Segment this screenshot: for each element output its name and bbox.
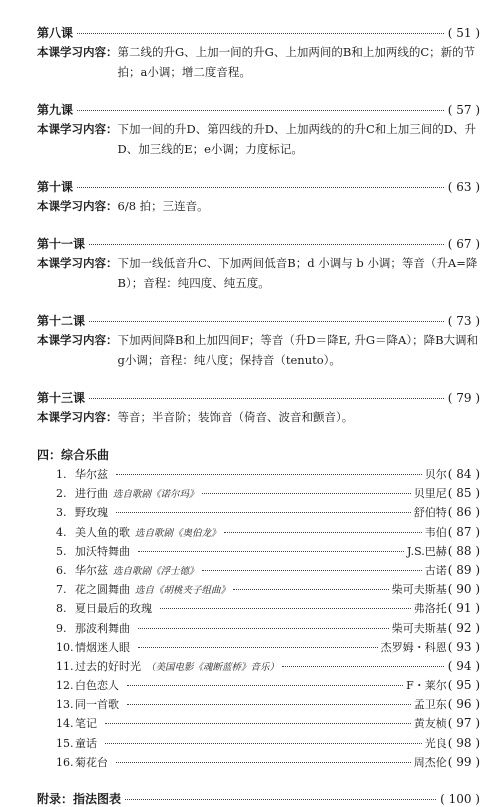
page-number: ( 93 ): [447, 639, 480, 654]
lesson-11: [37, 235, 480, 293]
content-text: 等音；半音阶；装饰音（倚音、波音和颤音）。: [117, 410, 354, 424]
page-number: ( 89 ): [447, 562, 480, 577]
dot-leader: [105, 743, 422, 744]
piece-composer: 韦伯: [424, 525, 447, 539]
piece-composer: 贝尔: [424, 468, 447, 481]
piece-title: 笔记: [75, 717, 97, 731]
piece-composer: 孟卫东: [413, 698, 447, 712]
piece-number: 15.: [56, 736, 74, 750]
page-number: ( 67 ): [447, 237, 480, 251]
piece-composer: 古诺: [424, 563, 447, 577]
page-number: ( 86 ): [447, 505, 480, 520]
content-label: 本课学习内容：: [37, 122, 118, 136]
piece-composer: J.S.巴赫: [407, 544, 447, 558]
piece-item[interactable]: [56, 466, 480, 485]
piece-number: 16.: [56, 755, 74, 769]
dot-leader: [224, 532, 422, 533]
content-text: 6/8 拍；三连音。: [117, 199, 209, 213]
lesson-heading[interactable]: [37, 389, 480, 406]
piece-item[interactable]: [56, 600, 480, 619]
lesson-title: 第九课: [37, 103, 74, 117]
piece-title: 华尔兹: [75, 563, 108, 577]
lesson-content: [37, 407, 480, 427]
piece-list: [56, 466, 480, 773]
page-number: ( 99 ): [447, 754, 480, 769]
piece-number: 2.: [56, 487, 67, 501]
lesson-heading[interactable]: [37, 312, 480, 329]
appendix-title: 附录：指法图表: [37, 792, 122, 806]
content-label: 本课学习内容：: [37, 410, 118, 424]
piece-number: 8.: [56, 602, 67, 616]
piece-number: 12.: [56, 679, 74, 693]
piece-composer: 柴可夫斯基: [391, 583, 447, 597]
piece-source: （美国电影《魂断蓝桥》音乐）: [146, 661, 280, 673]
dot-leader: [138, 628, 389, 629]
piece-title: 白色恋人: [75, 679, 119, 693]
piece-item[interactable]: [56, 485, 480, 504]
piece-source: 选自歌剧《诺尔玛》: [113, 489, 199, 501]
dot-leader: [282, 666, 444, 667]
piece-title: 进行曲: [75, 487, 108, 501]
dot-leader: [160, 608, 411, 609]
piece-number: 14.: [56, 717, 74, 731]
dot-leader: [89, 244, 444, 245]
lesson-8: [37, 24, 480, 82]
lesson-content: [37, 42, 480, 82]
piece-item[interactable]: [56, 524, 480, 543]
lesson-heading[interactable]: [37, 178, 480, 195]
lesson-10: [37, 178, 480, 216]
piece-item[interactable]: [56, 696, 480, 715]
piece-title: 花之圆舞曲: [75, 583, 130, 597]
piece-composer: 柴可夫斯基: [391, 621, 447, 635]
piece-number: 11.: [56, 659, 74, 673]
piece-number: 3.: [56, 506, 67, 520]
dot-leader: [89, 398, 444, 399]
dot-leader: [127, 704, 411, 705]
piece-item[interactable]: [56, 543, 480, 562]
dot-leader: [116, 762, 411, 763]
lesson-content: [37, 119, 480, 159]
piece-composer: 舒伯特: [413, 506, 447, 520]
content-label: 本课学习内容：: [37, 199, 118, 213]
piece-item[interactable]: [56, 735, 480, 754]
lesson-content: [37, 196, 480, 216]
lesson-title: 第十课: [37, 180, 74, 194]
piece-title: 情烟迷人眼: [75, 640, 130, 654]
content-label: 本课学习内容：: [37, 256, 118, 270]
piece-source: 选自《胡桃夹子组曲》: [135, 585, 231, 597]
piece-item[interactable]: [56, 658, 480, 677]
dot-leader: [105, 723, 411, 724]
piece-title: 夏日最后的玫瑰: [75, 602, 152, 616]
lesson-title: 第十一课: [37, 237, 86, 251]
page-number: ( 95 ): [447, 678, 480, 693]
page-number: ( 97 ): [447, 716, 480, 731]
page-number: ( 94 ): [447, 658, 480, 673]
piece-item[interactable]: [56, 562, 480, 581]
page-number: ( 73 ): [447, 314, 480, 328]
page-number: ( 84 ): [447, 467, 480, 481]
piece-number: 9.: [56, 621, 67, 635]
appendix-entry[interactable]: [37, 790, 480, 807]
page-number: ( 90 ): [447, 582, 480, 597]
piece-composer: 周杰伦: [413, 755, 447, 769]
piece-item[interactable]: [56, 715, 480, 734]
dot-leader: [202, 493, 411, 494]
piece-title: 美人鱼的歌: [75, 525, 130, 539]
piece-number: 6.: [56, 563, 67, 577]
piece-item[interactable]: [56, 677, 480, 696]
dot-leader: [77, 33, 444, 34]
page-number: ( 91 ): [447, 601, 480, 616]
piece-title: 菊花台: [75, 755, 108, 769]
page-number: ( 85 ): [447, 486, 480, 501]
piece-title: 过去的好时光: [75, 659, 141, 673]
lesson-9: [37, 101, 480, 159]
dot-leader: [116, 512, 411, 513]
dot-leader: [127, 685, 403, 686]
content-text: 第二线的升G、上加一间的升G、上加两间的B和上加两线的C；新的节拍；a小调；增二度音程。: [117, 45, 476, 79]
piece-title: 那波利舞曲: [75, 621, 130, 635]
dot-leader: [233, 589, 389, 590]
lesson-title: 第十三课: [37, 391, 86, 405]
dot-leader: [138, 647, 378, 648]
piece-item[interactable]: [56, 581, 480, 600]
piece-number: 10.: [56, 640, 74, 654]
piece-composer: 弗洛托: [413, 602, 447, 616]
dot-leader: [77, 110, 444, 111]
dot-leader: [116, 474, 422, 475]
dot-leader: [89, 321, 444, 322]
dot-leader: [77, 187, 444, 188]
content-text: 下加一线低音升C、下加两间低音B；d 小调与 b 小调；等音（升A=降B）；音程：纯四度、纯五度。: [117, 256, 478, 290]
piece-composer: 黄友桢: [413, 717, 447, 731]
lesson-heading[interactable]: [37, 101, 480, 118]
piece-title: 同一首歌: [75, 698, 119, 712]
piece-composer: 贝里尼: [413, 487, 447, 501]
page-number: ( 88 ): [447, 543, 480, 558]
content-text: 下加两间降B和上加四间F；等音（升D＝降E, 升G＝降A）；降B大调和g小调；音程：纯八度；保持音（tenuto）。: [117, 333, 479, 367]
piece-item[interactable]: [56, 504, 480, 523]
piece-number: 7.: [56, 583, 67, 597]
piece-composer: 光良: [424, 736, 447, 750]
lesson-heading[interactable]: [37, 235, 480, 252]
section-heading: 四：综合乐曲: [37, 448, 110, 462]
lesson-12: [37, 312, 480, 370]
lesson-title: 第十二课: [37, 314, 86, 328]
lesson-13: [37, 389, 480, 427]
content-label: 本课学习内容：: [37, 333, 118, 347]
page-number: ( 92 ): [447, 620, 480, 635]
piece-item[interactable]: [56, 639, 480, 658]
piece-title: 华尔兹: [75, 468, 108, 481]
piece-number: 13.: [56, 698, 74, 712]
piece-composer: 杰罗姆・科恩: [380, 640, 447, 654]
piece-number: 5.: [56, 544, 67, 558]
page-number: ( 100 ): [440, 792, 480, 806]
page-number: ( 63 ): [447, 180, 480, 194]
page-number: ( 98 ): [447, 735, 480, 750]
lesson-title: 第八课: [37, 26, 74, 40]
page-number: ( 96 ): [447, 697, 480, 712]
content-label: 本课学习内容：: [37, 45, 118, 59]
lesson-content: [37, 253, 480, 293]
piece-source: 选自歌剧《浮士德》: [113, 565, 199, 577]
piece-title: 加沃特舞曲: [75, 544, 130, 558]
lesson-heading[interactable]: [37, 24, 480, 41]
page-number: ( 57 ): [447, 103, 480, 117]
piece-number: 4.: [56, 525, 67, 539]
page-number: ( 51 ): [447, 26, 480, 40]
piece-source: 选自歌剧《奥伯龙》: [135, 527, 221, 539]
content-text: 下加一间的升D、第四线的升D、上加两线的的升C和上加三间的D、升D、加三线的E；e小调；力度标记。: [117, 122, 476, 156]
piece-item[interactable]: [56, 620, 480, 639]
dot-leader: [125, 799, 436, 800]
piece-title: 童话: [75, 736, 97, 750]
piece-composer: F・莱尔: [406, 679, 447, 693]
page-number: ( 79 ): [447, 391, 480, 405]
lesson-content: [37, 330, 480, 370]
dot-leader: [202, 570, 422, 571]
piece-item[interactable]: [56, 754, 480, 773]
page-number: ( 87 ): [447, 524, 480, 539]
piece-title: 野玫瑰: [75, 506, 108, 520]
piece-number: 1.: [56, 468, 67, 481]
dot-leader: [138, 551, 404, 552]
